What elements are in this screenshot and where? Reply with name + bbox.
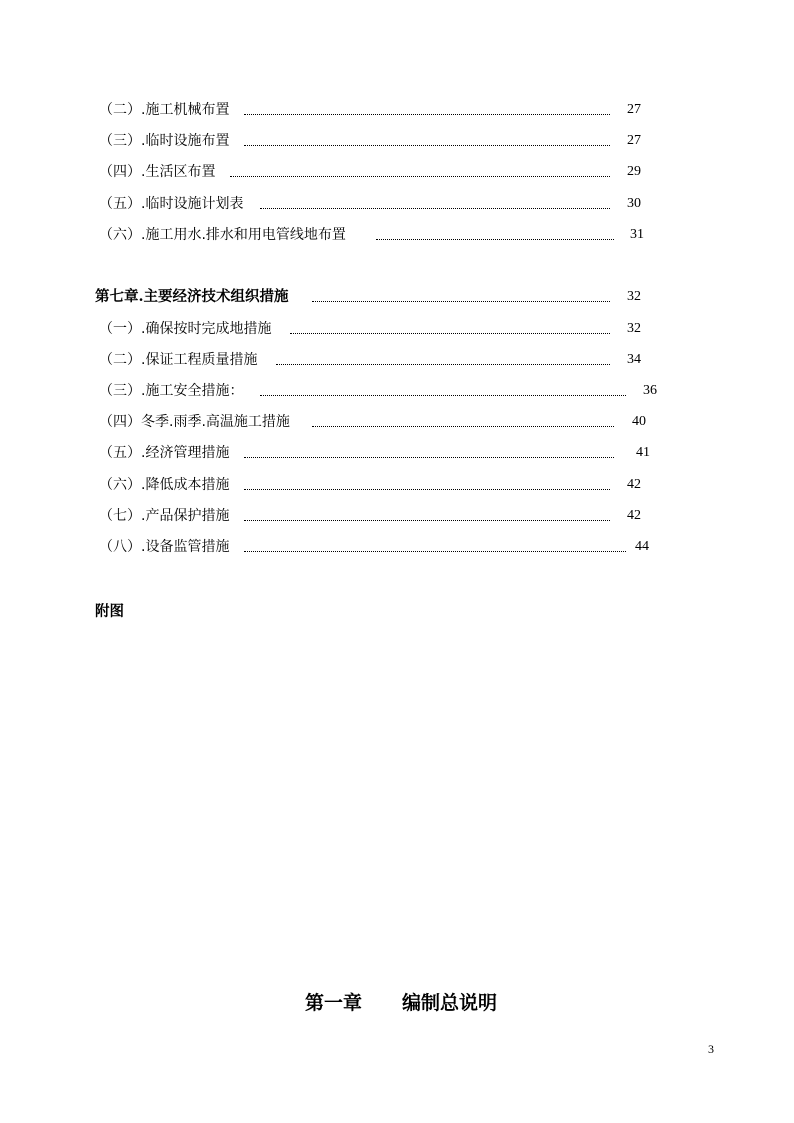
toc-leader-dots bbox=[244, 543, 626, 552]
toc-entry-label: （二）.施工机械布置 bbox=[99, 102, 230, 118]
toc-entry-page: 44 bbox=[635, 539, 649, 554]
toc-entry-label: （四）冬季.雨季.高温施工措施 bbox=[99, 414, 290, 430]
chapter-number: 第一章 bbox=[305, 992, 363, 1014]
toc-leader-dots bbox=[276, 356, 610, 365]
page-number: 3 bbox=[708, 1042, 714, 1056]
toc-entry-label: （七）.产品保护措施 bbox=[99, 508, 230, 524]
appendix-heading[interactable]: 附图 bbox=[95, 603, 124, 620]
toc-entry-page: 42 bbox=[627, 508, 641, 523]
toc-leader-dots bbox=[290, 325, 610, 334]
toc-entry-page: 34 bbox=[627, 352, 641, 367]
toc-leader-dots bbox=[230, 168, 610, 177]
toc-entry-page: 32 bbox=[627, 289, 641, 304]
toc-entry-label: （四）.生活区布置 bbox=[99, 164, 216, 180]
toc-entry[interactable] bbox=[0, 506, 794, 526]
toc-entry[interactable] bbox=[0, 162, 794, 182]
toc-entry-label: （五）.临时设施计划表 bbox=[99, 196, 244, 212]
toc-entry[interactable] bbox=[0, 100, 794, 120]
toc-entry-label: （二）.保证工程质量措施 bbox=[99, 352, 258, 368]
toc-leader-dots bbox=[244, 481, 610, 490]
toc-entry-page: 31 bbox=[630, 227, 644, 242]
toc-entry-page: 29 bbox=[627, 164, 641, 179]
toc-entry-label: （八）.设备监管措施 bbox=[99, 539, 230, 555]
toc-entry-page: 40 bbox=[632, 414, 646, 429]
toc-entry-label: （三）.施工安全措施： bbox=[99, 383, 244, 399]
toc-leader-dots bbox=[244, 449, 614, 458]
toc-entry-page: 27 bbox=[627, 102, 641, 117]
toc-entry[interactable] bbox=[0, 537, 794, 557]
toc-entry-page: 32 bbox=[627, 321, 641, 336]
toc-entry[interactable] bbox=[0, 131, 794, 151]
toc-entry[interactable] bbox=[0, 412, 794, 432]
toc-leader-dots bbox=[244, 512, 610, 521]
toc-leader-dots bbox=[244, 106, 610, 115]
toc-entry[interactable] bbox=[0, 350, 794, 370]
toc-entry[interactable] bbox=[0, 443, 794, 463]
toc-entry-label: （五）.经济管理措施 bbox=[99, 445, 230, 461]
toc-leader-dots bbox=[312, 293, 610, 302]
toc-entry-label: （三）.临时设施布置 bbox=[99, 133, 230, 149]
toc-chapter-entry[interactable] bbox=[0, 287, 794, 307]
toc-entry-page: 42 bbox=[627, 477, 641, 492]
toc-entry[interactable] bbox=[0, 194, 794, 214]
toc-leader-dots bbox=[376, 231, 614, 240]
toc-entry[interactable] bbox=[0, 381, 794, 401]
toc-entry-label: （六）.施工用水.排水和用电管线地布置 bbox=[99, 227, 346, 243]
toc-entry-page: 36 bbox=[643, 383, 657, 398]
toc-entry-label: （一）.确保按时完成地措施 bbox=[99, 321, 272, 337]
toc-entry[interactable] bbox=[0, 225, 794, 245]
toc-entry-page: 27 bbox=[627, 133, 641, 148]
toc-entry[interactable] bbox=[0, 475, 794, 495]
toc-leader-dots bbox=[312, 418, 614, 427]
chapter-title: 编制总说明 bbox=[402, 992, 498, 1014]
toc-leader-dots bbox=[260, 387, 626, 396]
toc-entry[interactable] bbox=[0, 319, 794, 339]
toc-entry-page: 41 bbox=[636, 445, 650, 460]
toc-entry-label: 第七章.主要经济技术组织措施 bbox=[95, 288, 289, 305]
toc-leader-dots bbox=[260, 200, 610, 209]
toc-entry-page: 30 bbox=[627, 196, 641, 211]
toc-leader-dots bbox=[244, 137, 610, 146]
toc-entry-label: （六）.降低成本措施 bbox=[99, 477, 230, 493]
